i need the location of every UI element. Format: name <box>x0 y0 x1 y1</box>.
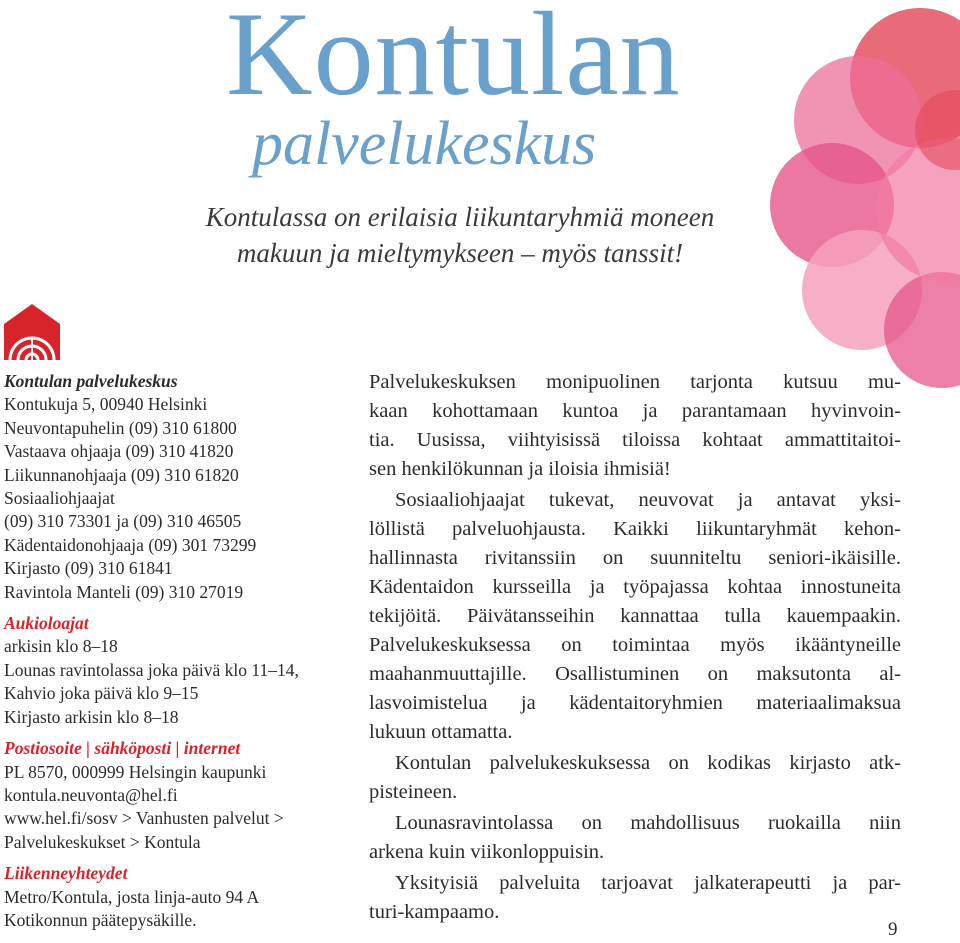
body-paragraph <box>369 809 901 867</box>
body-line: tia. Uusissa, viihtyisissä tiloissa kohtaat ammattitaitoi- <box>369 429 901 451</box>
body-line: lasvoimistelua ja kädentaitoryhmien materiaalimaksua <box>369 692 901 714</box>
page-number: 9 <box>888 919 898 940</box>
body-line: Lounasravintolassa on mahdollisuus ruokailla niin <box>395 812 901 834</box>
body-line: Kädentaidon kursseilla ja työpajassa kohtaa innostuneita <box>369 576 901 598</box>
body-line: Palvelukeskuksen monipuolinen tarjonta kutsuu mu- <box>369 371 901 393</box>
body-paragraph <box>369 486 901 747</box>
body-line: tekijöitä. Päivätansseihin kannattaa tulla kauempaakin. <box>369 605 901 627</box>
contact-column <box>4 370 359 932</box>
house-logo-icon <box>4 304 60 360</box>
body-text-column <box>369 368 901 929</box>
page-title: Kontulan <box>226 0 681 120</box>
body-paragraph <box>369 869 901 927</box>
address-line: PL 8570, 000999 Helsingin kaupunki <box>4 761 267 782</box>
flower-decoration <box>770 0 960 390</box>
transport-heading: Liikenneyhteydet <box>4 863 128 884</box>
body-line: maahanmuuttajille. Osallistuminen on maksutonta al- <box>369 663 901 685</box>
transport-line: Kotikonnun päätepysäkille. <box>4 909 197 930</box>
body-line: turi-kampaamo. <box>369 901 500 923</box>
email-link[interactable]: kontula.neuvonta@hel.fi <box>4 784 178 805</box>
body-line: Sosiaaliohjaajat tukevat, neuvovat ja antavat yksi- <box>395 489 901 511</box>
body-line: pisteineen. <box>369 781 458 803</box>
body-line: Yksityisiä palveluita tarjoavat jalkaterapeutti ja par- <box>395 872 901 894</box>
body-line: kaan kohottamaan kuntoa ja parantamaan hyvinvoin- <box>369 400 901 422</box>
body-line: Kontulan palvelukeskuksessa on kodikas kirjasto atk- <box>395 752 901 774</box>
contact-line: Ravintola Manteli (09) 310 27019 <box>4 581 244 602</box>
transport-line: Metro/Kontula, josta linja-auto 94 A <box>4 886 260 907</box>
body-line: löllistä palveluohjausta. Kaikki liikuntaryhmät kehon- <box>369 518 901 540</box>
contact-line: (09) 310 73301 ja (09) 310 46505 <box>4 511 242 532</box>
opening-hours-line: Lounas ravintolassa joka päivä klo 11–14, <box>4 659 299 680</box>
page-subtitle: palvelukeskus <box>252 110 597 178</box>
contact-line: Liikunnanohjaaja (09) 310 61820 <box>4 464 239 485</box>
contact-line: Vastaava ohjaaja (09) 310 41820 <box>4 441 234 462</box>
contact-line: Kirjasto (09) 310 61841 <box>4 558 173 579</box>
body-line: lukuun ottamatta. <box>369 721 513 743</box>
body-line: hallinnasta rivitanssiin on suunniteltu seniori-ikäisille. <box>369 547 901 569</box>
body-paragraph <box>369 368 901 484</box>
web-link[interactable]: www.hel.fi/sosv > Vanhusten palvelut > <box>4 808 284 829</box>
contact-line: Kontukuja 5, 00940 Helsinki <box>4 394 208 415</box>
body-line: sen henkilökunnan ja iloisia ihmisiä! <box>369 458 671 480</box>
opening-hours-heading: Aukioloajat <box>4 613 89 634</box>
contact-line: Neuvontapuhelin (09) 310 61800 <box>4 417 237 438</box>
body-line: arkena kuin viikonloppuisin. <box>369 841 605 863</box>
body-line: Palvelukeskuksessa on toimintaa myös ikääntyneille <box>369 634 901 656</box>
address-heading: Postiosoite | sähköposti | internet <box>4 738 241 759</box>
intro-line: makuun ja mieltymykseen – myös tanssit! <box>236 238 684 268</box>
web-link-continued[interactable]: Palvelukeskukset > Kontula <box>4 831 201 852</box>
intro-text <box>140 199 780 271</box>
opening-hours-line: arkisin klo 8–18 <box>4 636 118 657</box>
contact-line: Sosiaaliohjaajat <box>4 488 115 509</box>
contact-line: Kädentaidonohjaaja (09) 301 73299 <box>4 534 257 555</box>
opening-hours-line: Kahvio joka päivä klo 9–15 <box>4 683 199 704</box>
intro-line: Kontulassa on erilaisia liikuntaryhmiä moneen <box>205 202 715 232</box>
body-paragraph <box>369 749 901 807</box>
contact-name: Kontulan palvelukeskus <box>4 371 178 391</box>
opening-hours-line: Kirjasto arkisin klo 8–18 <box>4 706 179 727</box>
